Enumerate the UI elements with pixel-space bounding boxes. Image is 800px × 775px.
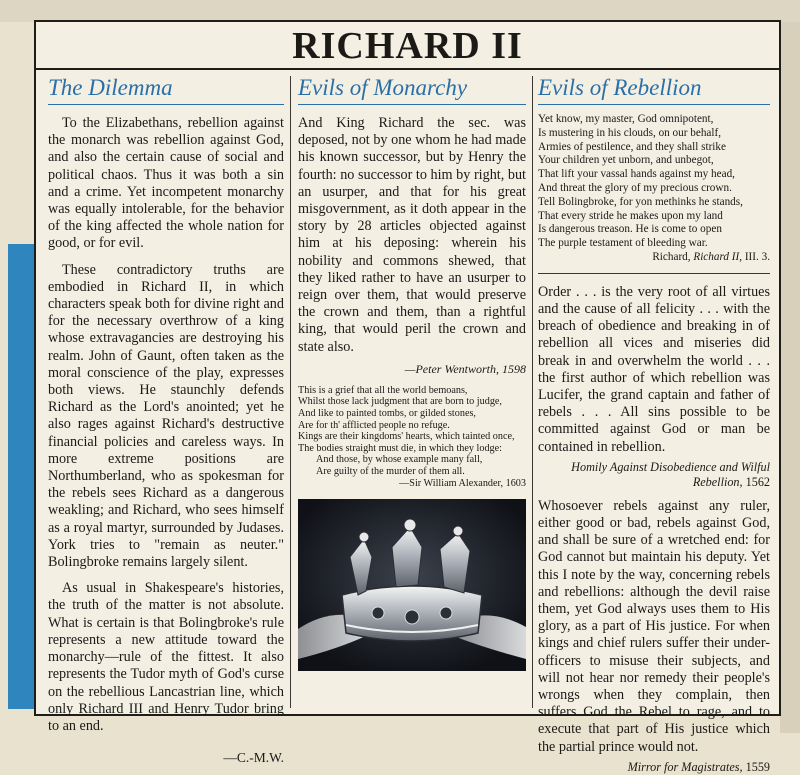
poem-line: Are for th' afflicted people no refuge. [298,419,450,431]
verse-line: Armies of pestilence, and they shall strike [538,140,726,153]
poem-line: Are guilty of the murder of them all. [316,466,465,477]
poem-line: Whilst those lack judgment that are born to judge, [298,396,502,408]
verse-line: Yet know, my master, God omnipotent, [538,113,714,125]
poem-line: And those, by whose example many fall, [316,454,483,466]
verse-line: The purple testament of bleeding war. [538,237,708,250]
article-frame [34,20,781,774]
column-divider [290,76,291,708]
wentworth-quote: And King Richard the sec. was deposed, not by one whom he had made his known successor, but by Henry the fourth: no successor to him by right, but an usurper, and that for his great misgovernment, as it doth appear in the story by 28 articles objected against him at his deposing: wherein his nobility and commons shewed, that they liked rather to have an usurper to reign over them, that would preserve the crown and them, than a rightful king, that would peril the crown and state also. [298,115,526,355]
heading-monarchy: Evils of Monarchy [298,74,526,105]
shakespeare-verse [538,113,770,265]
verse-line: Your children yet unborn, and unbegot, [538,154,714,167]
poem-line: And like to painted tombs, or gilded stones, [298,408,476,420]
blue-accent-bar [8,244,34,709]
verse-cite-name: Richard, [652,250,691,263]
column-monarchy [298,74,526,710]
dilemma-paragraph-3: As usual in Shakespeare's histories, the truth of the matter is not absolute. What is certain is that Bolingbroke's rule represents a new attitude toward the monarchy—rule of the fittest. It also represents the Tudor myth of God's curse on the rebellious Lancastrian line, which only Richard III and Henry Tudor bring to an end. [48,580,284,734]
verse-line: Is dangerous treason. He is come to open [538,223,722,236]
verse-line: Tell Bolingbroke, for yon methinks he stands, [538,195,743,208]
dilemma-paragraph-2: These contradictory truths are embodied in Richard II, in which characters speak both for divine right and for the necessary overthrow of a king whose extravagancies are destroying his realm. John of Gaunt, often taken as the moral conscience of the play, expresses both views. He staunchly defends Richard as the Lord's anointed; yet he also rages against Richard's destructive financial policies and careless ways. In more extreme positions are Northumberland, who as spokesman for the rebels sees Richard as a dangerous weakling; and Richard, who sees himself as a royal martyr, surrounded by Judases. York tries to "remain as neuter." Bolingbroke remains largely silent. [48,261,284,571]
mirror-source [538,760,770,775]
homily-source [538,460,770,490]
column-rebellion [538,74,770,774]
wentworth-attribution: —Peter Wentworth, 1598 [404,361,526,376]
page-edge-right [780,22,800,733]
verse-line: That every stride he makes upon my land [538,209,723,222]
section-divider [538,273,770,274]
alexander-poem [298,385,526,489]
crown-illustration [298,499,526,671]
heading-dilemma: The Dilemma [48,74,284,105]
page-title: RICHARD II [292,25,523,67]
mirror-source-year: 1559 [745,759,770,774]
author-signature: —C.-M.W. [223,750,284,766]
verse-cite-ref: III. 3. [744,250,770,263]
verse-cite-title: Richard II, [693,250,743,263]
verse-line: And threat the glory of my precious crown. [538,181,732,194]
title-rule [36,68,779,70]
homily-source-year: 1562 [745,474,770,489]
verse-line: Is mustering in his clouds, on our behalf, [538,126,722,139]
poem-attribution: —Sir William Alexander, 1603 [399,477,526,489]
crown-photo [298,499,526,671]
homily-quote: Order . . . is the very root of all virtues and the cause of all felicity . . . with the breach of obedience and breaking in of rebellion all vices and miseries did break in and overwhelm the world . . . the first author of which rebellion was Lucifer, the grand captain and father of rebels . . . All sins possible to be committed against God or man be contained in rebellion. [538,283,770,455]
verse-line: That lift your vassal hands against my head, [538,168,735,181]
column-dilemma [48,74,284,766]
heading-rebellion: Evils of Rebellion [538,74,770,105]
page-edge-top [0,0,800,22]
mirror-quote: Whosoever rebels against any ruler, either good or bad, rebels against God, and shall be sure of a wretched end: for God cannot but maintain his deputy. Yet this I note by the way, concerning rebels and rebellions: although the devil raise them, yet God always uses them to His glory, as a part of His justice. For when kings and chief rulers suffer their under-officers to misuse their subjects, and will not hear nor remedy their people's wrongs when they complain, then suffers God the Rebel to rage, and to execute that part of His justice which the partial prince would not. [538,497,770,755]
column-divider [532,76,533,708]
mirror-source-title: Mirror for Magistrates, [627,759,743,774]
poem-line: This is a grief that all the world bemoans, [298,384,468,396]
poem-line: Kings are their kingdoms' hearts, which tainted once, [298,431,515,443]
dilemma-paragraph-1: To the Elizabethans, rebellion against the monarch was rebellion against God, and also the certain cause of social and political chaos. Thus it was both a sin and a crime. Yet incompetent monarchy was equally intolerable, for the behavior of the king affected the whole nation for good, or for evil. [48,115,284,252]
verse-citation [538,251,770,265]
poem-line: The bodies straight must die, in which they lodge: [298,442,502,454]
homily-source-title: Homily Against Disobedience and Wilful Rebellion, [571,459,770,489]
